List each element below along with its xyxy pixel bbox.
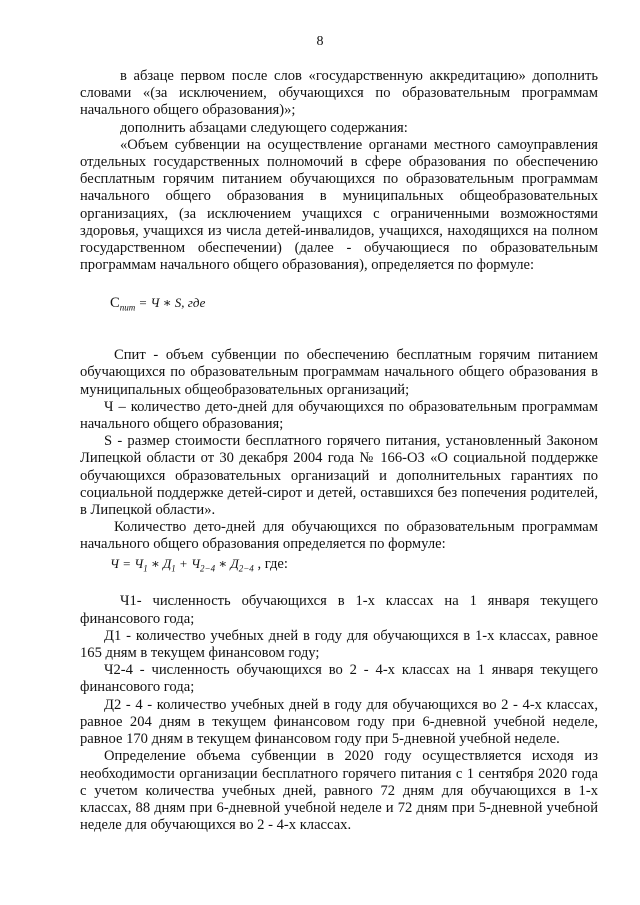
formula-sub-1: 1 — [143, 563, 148, 574]
symbol-s: S — [104, 433, 113, 450]
formula-lhs: С — [110, 295, 120, 312]
formula-sub-2: 1 — [171, 563, 176, 574]
formula-part-d: ∗ Д — [215, 555, 239, 571]
page-number: 8 — [316, 34, 324, 49]
paragraph-def-d1 — [80, 628, 598, 662]
text-def-d1: - количество учебных дней в году для обучающихся в 1-х классах, равное 165 дням в текущем финансовом году; — [80, 627, 598, 662]
formula-sub-3: 2−4 — [200, 563, 216, 574]
paragraph-2020-determination: Определение объема субвенции в 2020 году осуществляется исходя из необходимости организации бесплатного горячего питания с 1 сентября 2020 года с учетом количества учебных дней, равного 72 дням для обучающихся в 1-х классах, 88 дням при 6-дневной учебной неделе и 72 дням при 5-дневной учебной неделе для обучающихся во 2 - 4-х классах. — [80, 748, 598, 834]
formula-sub-4: 2−4 — [238, 563, 254, 574]
paragraph-amendment-2: дополнить абзацами следующего содержания: — [120, 119, 408, 136]
text-def-s: - размер стоимости бесплатного горячего питания, установленный Законом Липецкой области от 30 декабря 2004 года № 166-ОЗ «О социальной поддержке обучающихся образовательных организаций и дополнительных гарантиях по социальной поддержке детей-сирот и детей, оставшихся без попечения родителей, в Липецкой области». — [80, 433, 598, 519]
text-def-ch1: - численность обучающихся в 1-х классах на 1 января текущего финансового года; — [80, 593, 598, 627]
formula-part-a: Ч = Ч — [110, 555, 144, 571]
symbol-ch1: Ч1 — [120, 593, 137, 610]
text-def-spit: - объем субвенции по обеспечению бесплатным горячим питанием обучающихся по образовательным программам начального общего образования в муниципальных общеобразовательных организаций; — [80, 347, 598, 398]
paragraph-def-s — [80, 433, 598, 519]
paragraph-child-days-intro: Количество дето-дней для обучающихся по образовательным программам начального общего образования определяется по формуле: — [80, 519, 598, 553]
symbol-d2-4: Д2 - 4 — [104, 696, 143, 713]
formula-child-days — [80, 555, 598, 578]
symbol-ch: Ч — [104, 398, 114, 415]
formula-part-b: ∗ Д — [147, 555, 172, 571]
symbol-ch2-4: Ч2-4 — [104, 662, 133, 679]
paragraph-def-ch1 — [80, 593, 598, 627]
paragraph-def-ch2-4 — [80, 662, 598, 696]
text-def-d2-4: - количество учебных дней в году для обучающихся во 2 - 4-х классах, равное 204 дням в текущем финансовом году при 6-дневной учебной неделе, равное 170 дням в текущем финансовом году при 5-дневной учебной неделе. — [80, 696, 598, 748]
paragraph-def-ch — [80, 399, 598, 433]
paragraph-amendment-1: в абзаце первом после слов «государственную аккредитацию» дополнить словами «(за исключением, обучающихся по образовательным программам начального общего образования)»; — [80, 68, 598, 119]
symbol-spit: Спит — [114, 347, 146, 364]
paragraph-def-d2-4 — [80, 697, 598, 749]
text-def-ch2-4: - численность обучающихся во 2 - 4-х классах на 1 января текущего финансового года; — [80, 662, 598, 696]
symbol-d1: Д1 — [104, 627, 122, 644]
text-def-ch: – количество дето-дней для обучающихся по образовательным программам начального общего образования; — [80, 398, 598, 433]
paragraph-subvention-definition: «Объем субвенции на осуществление органами местного самоуправления отдельных государственных полномочий в сфере образования по обеспечению бесплатным горячим питанием обучающихся по образовательным программам начального общего образования в муниципальных общеобразовательных организациях, (за исключением учащихся с ограниченными возможностями здоровья, учащихся из числа детей-инвалидов, учащихся, находящихся на полном государственном обеспечении) (далее - обучающиеся по образовательным программам начального общего образования), определяется по формуле: — [80, 136, 598, 274]
formula-subvention — [80, 294, 598, 317]
formula-where: , где: — [253, 555, 288, 572]
paragraph-def-spit — [80, 347, 598, 399]
document-body — [80, 68, 598, 834]
formula-part-c: + Ч — [175, 555, 201, 571]
formula-rhs: = Ч ∗ S, где — [135, 295, 206, 311]
formula-lhs-subscript: пит — [119, 303, 136, 314]
